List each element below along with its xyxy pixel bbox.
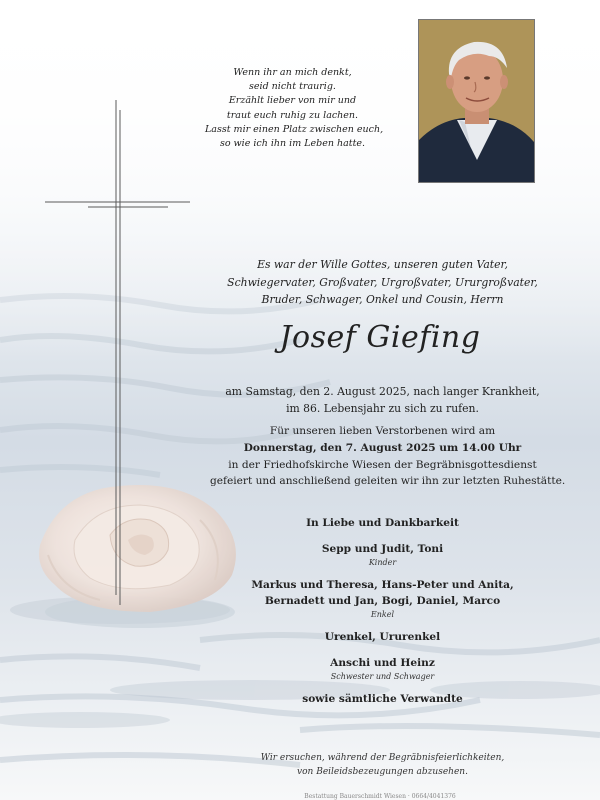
mourners-list	[210, 516, 555, 708]
request-line: von Beileidsbezeugungen abzusehen.	[297, 766, 468, 777]
intro-line: Es war der Wille Gottes, unseren guten Vater,	[257, 258, 508, 271]
siblings-label: Schwester und Schwager	[330, 672, 435, 681]
siblings-names: Anschi und Heinz	[330, 656, 435, 669]
mourners-heading: In Liebe und Dankbarkeit	[306, 517, 459, 529]
poem-line: traut euch ruhig zu lachen.	[226, 109, 359, 121]
death-details	[210, 383, 555, 417]
children-label: Kinder	[368, 558, 397, 567]
great-grandchildren: Urenkel, Ururenkel	[324, 631, 441, 643]
memorial-poem	[205, 66, 384, 151]
announcement-intro	[210, 256, 555, 309]
intro-line: Schwiegervater, Großvater, Urgroßvater, Ururgroßvater,	[227, 275, 538, 289]
condolence-request	[210, 752, 555, 779]
poem-line: Lasst mir einen Platz zwischen euch,	[205, 123, 384, 135]
grandchildren-names: Markus und Theresa, Hans-Peter und Anita,	[251, 579, 514, 591]
death-line: im 86. Lebensjahr zu sich zu rufen.	[286, 402, 479, 415]
deceased-name: Josef Giefing	[279, 320, 481, 355]
grandchildren-label: Enkel	[370, 610, 395, 619]
funeral-details	[210, 423, 566, 490]
grandchildren-names: Bernadett und Jan, Bogi, Daniel, Marco	[264, 594, 501, 607]
relatives-line: sowie sämtliche Verwandte	[302, 693, 463, 705]
funeral-line: gefeiert und anschließend geleiten wir ihn zur letzten Ruhestätte.	[210, 475, 566, 488]
poem-line: Wenn ihr an mich denkt,	[233, 67, 352, 78]
funeral-line: Für unseren lieben Verstorbenen wird am	[269, 425, 496, 437]
funeral-date: Donnerstag, den 7. August 2025 um 14.00 Uhr	[243, 441, 522, 454]
intro-line: Bruder, Schwager, Onkel und Cousin, Herrn	[261, 293, 504, 306]
poem-line: Erzählt lieber von mir und	[228, 95, 357, 107]
request-line: Wir ersuchen, während der Begräbnisfeierlichkeiten,	[260, 753, 505, 763]
portrait-photo	[418, 19, 535, 183]
death-line: am Samstag, den 2. August 2025, nach langer Krankheit,	[225, 385, 540, 398]
funeral-home-footer: Bestattung Bauerschmidt Wiesen · 0664/4041376	[304, 793, 456, 800]
funeral-line: in der Friedhofskirche Wiesen der Begräbnisgottesdienst	[228, 458, 537, 471]
poem-line: seid nicht traurig.	[249, 81, 336, 93]
children-names: Sepp und Judit, Toni	[321, 542, 444, 555]
poem-line: so wie ich ihn im Leben hatte.	[219, 138, 366, 150]
